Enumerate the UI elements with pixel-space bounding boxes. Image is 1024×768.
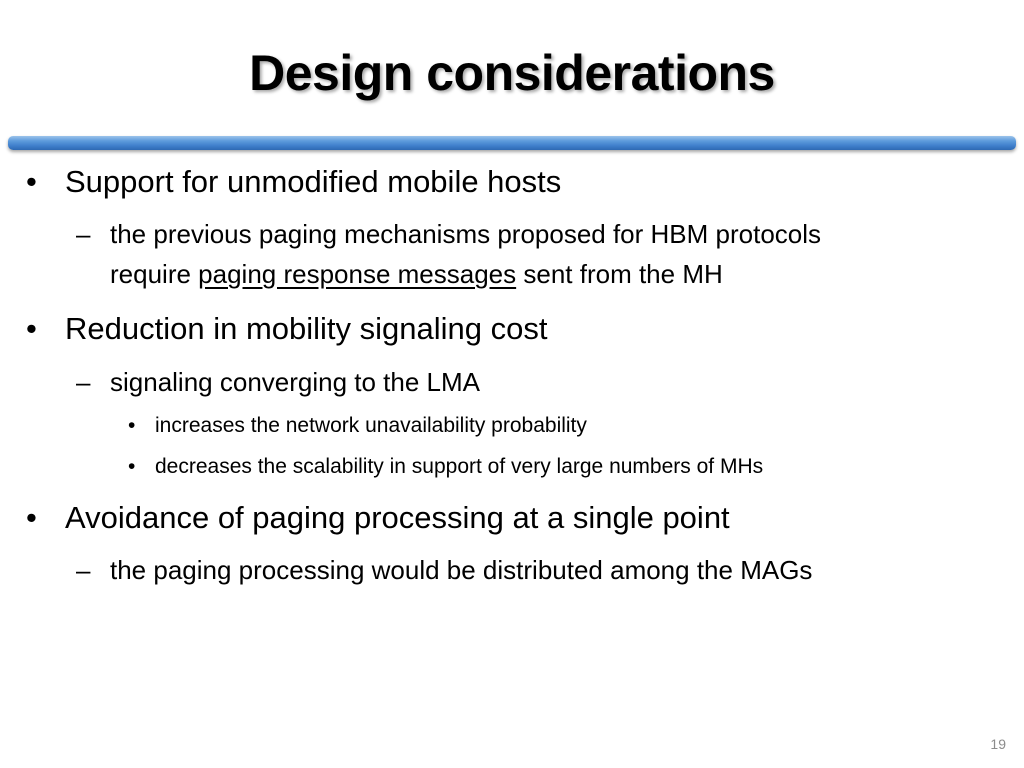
sub-bullet-1-1-text-before: require: [110, 259, 199, 289]
slide-number: 19: [990, 736, 1006, 752]
bullet-item-3: Avoidance of paging processing at a single point: [65, 500, 730, 535]
sub-bullet-1-1-line-2: [110, 256, 723, 292]
bullet-marker: •: [26, 500, 37, 535]
slide-title: Design considerations: [249, 45, 775, 101]
sub-bullet-marker: –: [76, 555, 91, 585]
bullet-marker: •: [26, 164, 37, 199]
bullet-item-1: Support for unmodified mobile hosts: [65, 164, 562, 199]
sub-bullet-1-1-text-after: sent from the MH: [516, 259, 723, 289]
bullet-marker: •: [26, 311, 37, 346]
sub-bullet-3-1: the paging processing would be distributed among the MAGs: [110, 555, 813, 585]
sub-sub-bullet-marker: •: [128, 455, 136, 478]
sub-sub-bullet-marker: •: [128, 414, 136, 437]
sub-bullet-marker: –: [76, 367, 91, 397]
sub-sub-bullet-2-1-2: decreases the scalability in support of very large numbers of MHs: [155, 455, 764, 478]
paging-response-messages-underlined: paging response messages: [198, 259, 517, 289]
sub-bullet-1-1-line-1: the previous paging mechanisms proposed for HBM protocols: [110, 219, 822, 249]
sub-bullet-marker: –: [76, 219, 91, 249]
sub-bullet-2-1: signaling converging to the LMA: [110, 367, 481, 397]
bullet-item-2: Reduction in mobility signaling cost: [65, 311, 548, 346]
sub-sub-bullet-2-1-1: increases the network unavailability probability: [155, 414, 587, 437]
